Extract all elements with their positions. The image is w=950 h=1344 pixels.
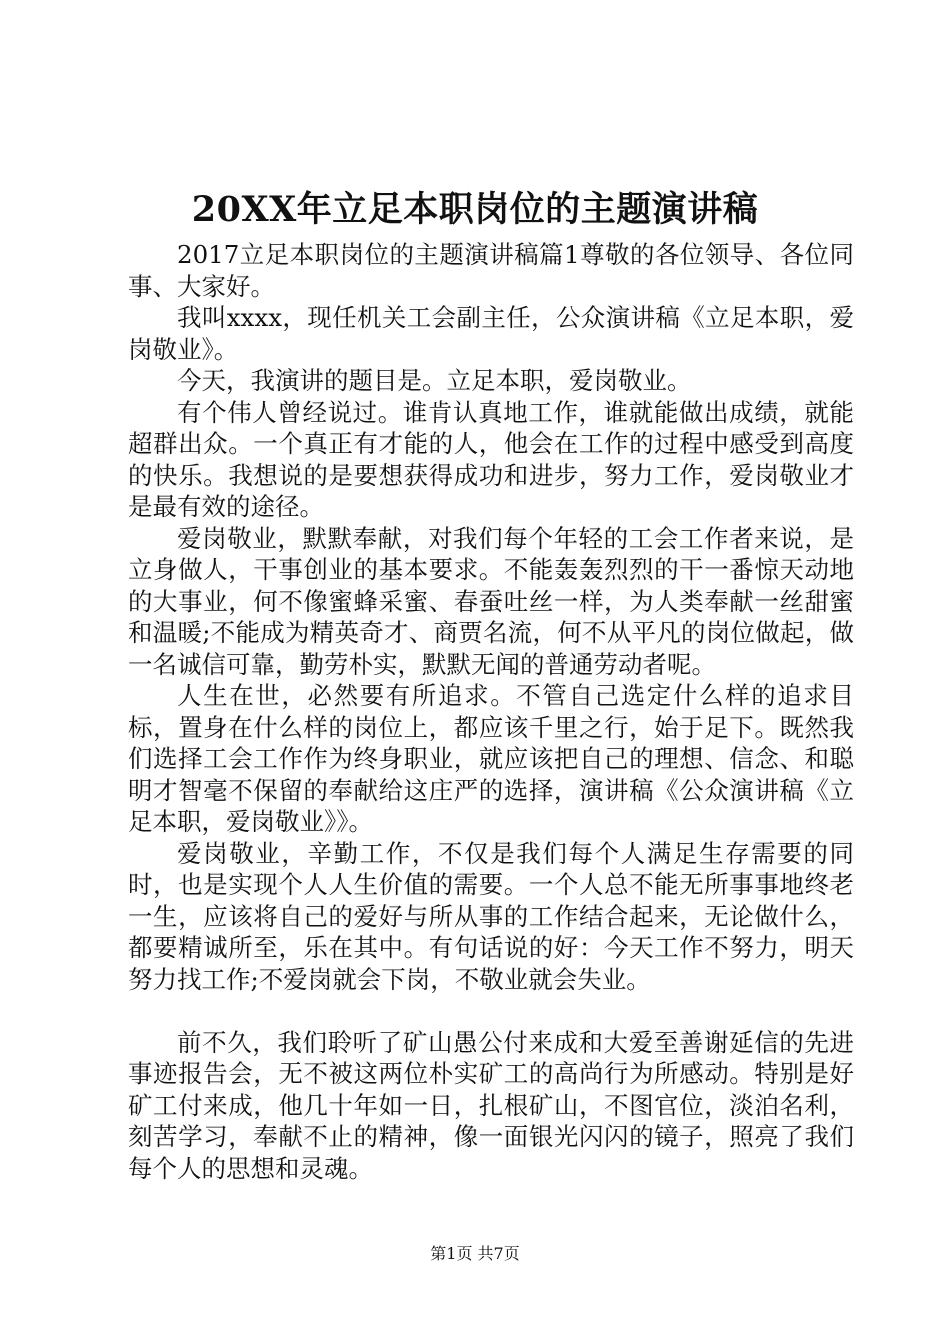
paragraph: 我叫xxxx，现任机关工会副主任，公众演讲稿《立足本职，爱岗敬业》。 bbox=[128, 303, 854, 364]
paragraph: 2017立足本职岗位的主题演讲稿篇1尊敬的各位领导、各位同事、大家好。 bbox=[128, 240, 854, 301]
paragraph: 有个伟人曾经说过。谁肯认真地工作，谁就能做出成绩，就能超群出众。一个真正有才能的人，他会在工作的过程中感受到高度的快乐。我想说的是要想获得成功和进步，努力工作，爱岗敬业才是最有效的途径。 bbox=[128, 397, 854, 521]
paragraph: 今天，我演讲的题目是。立足本职，爱岗敬业。 bbox=[177, 366, 692, 395]
paragraph: 爱岗敬业，辛勤工作，不仅是我们每个人满足生存需要的同时，也是实现个人人生价值的需要。一个人总不能无所事事地终老一生，应该将自己的爱好与所从事的工作结合起来，无论做什么，都要精诚所至，乐在其中。有句话说的好：今天工作不努力，明天努力找工作;不爱岗就会下岗，不敬业就会失业。 bbox=[128, 838, 854, 994]
paragraph-gap bbox=[128, 995, 854, 1027]
page-number-footer: 第1页 共7页 bbox=[430, 1244, 520, 1263]
paragraph: 前不久，我们聆听了矿山愚公付来成和大爱至善谢延信的先进事迹报告会，无不被这两位朴实矿工的高尚行为所感动。特别是好矿工付来成，他几十年如一日，扎根矿山，不图官位，淡泊名利，刻苦学习，奉献不止的精神，像一面银光闪闪的镜子，照亮了我们每个人的思想和灵魂。 bbox=[128, 1027, 854, 1183]
paragraph: 人生在世，必然要有所追求。不管自己选定什么样的追求目标，置身在什么样的岗位上，都应该千里之行，始于足下。既然我们选择工会工作作为终身职业，就应该把自己的理想、信念、和聪明才智毫不保留的奉献给这庄严的选择，演讲稿《公众演讲稿《立足本职，爱岗敬业》》。 bbox=[128, 681, 854, 836]
document-title: 20XX年立足本职岗位的主题演讲稿 bbox=[191, 189, 759, 230]
document-body bbox=[128, 239, 854, 1184]
paragraph: 爱岗敬业，默默奉献，对我们每个年轻的工会工作者来说，是立身做人，干事创业的基本要求。不能轰轰烈烈的干一番惊天动地的大事业，何不像蜜蜂采蜜、春蚕吐丝一样，为人类奉献一丝甜蜜和温暖;不能成为精英奇才、商贾名流，何不从平凡的岗位做起，做一名诚信可靠，勤劳朴实，默默无闻的普通劳动者呢。 bbox=[128, 523, 854, 679]
